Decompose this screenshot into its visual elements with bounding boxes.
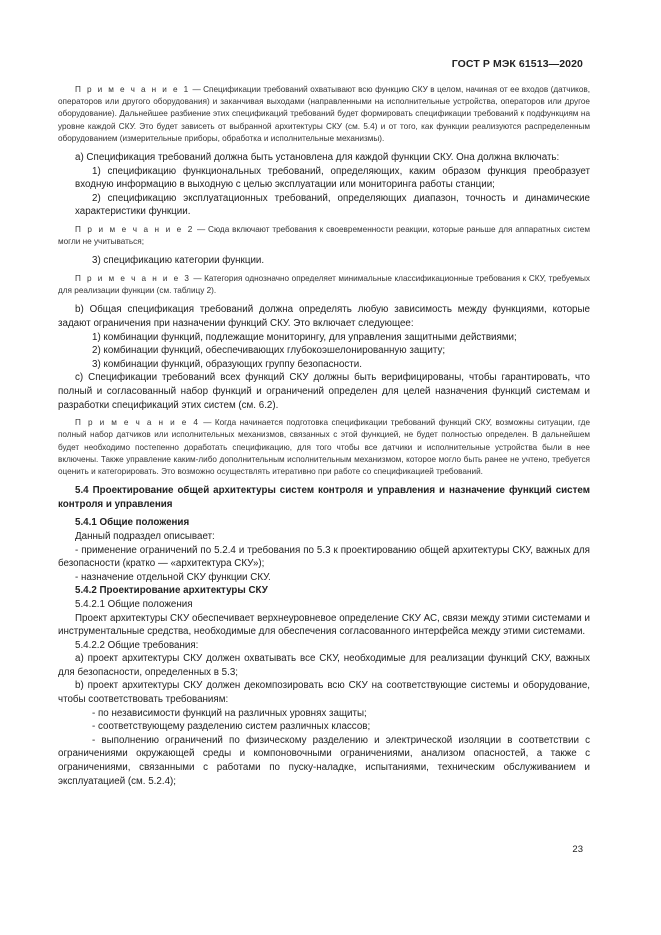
paragraph-541-dash-1: - применение ограничений по 5.2.4 и требования по 5.3 к проектированию общей архитектуры СКУ, важных для безопасности (кратко — «архитектура СКУ»); — [58, 544, 590, 570]
paragraph-541-intro: Данный подраздел описывает: — [75, 530, 215, 542]
paragraph-5422-b-dash-3: - выполнению ограничений по физическому разделению и электрической изоляции в соответствии с ограничениями окружающей среды и компоновочными ограничениями, анализом опасностей, а также с ограничениями, связанными с работами по пуску-наладке, испытаниями, техническим обслуживанием и эксплуатацией (см. 5.2.4); — [58, 734, 590, 787]
note-1 — [58, 84, 590, 145]
paragraph-b3: 3) комбинации функций, образующих группу безопасности. — [92, 358, 362, 370]
paragraph-5421-title: 5.4.2.1 Общие положения — [75, 598, 193, 610]
note-2 — [58, 224, 590, 248]
paragraph-c: с) Спецификации требований всех функций СКУ должны быть верифицированы, чтобы гарантировать, что полный и согласованный набор функций и ограничений определен для целей назначения функций системам и разработки спецификаций этих систем (см. 6.2). — [58, 372, 590, 411]
section-heading-5-4: 5.4 Проектирование общей архитектуры систем контроля и управления и назначение функций систем контроля и управления — [58, 485, 590, 510]
page-number: 23 — [572, 844, 583, 855]
paragraph-b2: 2) комбинации функций, обеспечивающих глубокоэшелонированную защиту; — [92, 345, 446, 357]
paragraph-541-dash-2: - назначение отдельной СКУ функции СКУ. — [75, 571, 271, 583]
paragraph-a2: 2) спецификацию эксплуатационных требований, определяющих диапазон, точность и динамические характеристики функции. — [75, 192, 590, 218]
note-text: — Сюда включают требования к своевременности реакции, которые раньше для аппаратных систем могли не учитываться; — [58, 224, 590, 247]
section-heading-5-4-2: 5.4.2 Проектирование архитектуры СКУ — [75, 585, 268, 597]
paragraph-b1: 1) комбинации функций, подлежащие мониторингу, для управления защитными действиями; — [92, 331, 517, 343]
page-body — [58, 82, 590, 788]
paragraph-5422-a: а) проект архитектуры СКУ должен охватывать все СКУ, необходимые для реализации функций СКУ, важных для безопасности, определенных в 5.3; — [58, 653, 590, 678]
paragraph-5422-title: 5.4.2.2 Общие требования: — [75, 639, 199, 651]
document-id: ГОСТ Р МЭК 61513—2020 — [451, 58, 583, 70]
paragraph-5422-b-dash-1: - по независимости функций на различных уровнях защиты; — [92, 707, 367, 719]
paragraph-5421-text: Проект архитектуры СКУ обеспечивает верхнеуровневое определение СКУ АС, связи между этими системами и инструментальные средства, необходимые для обеспечения согласованного интерфейса между этими системами. — [58, 612, 590, 638]
paragraph-b: b) Общая спецификация требований должна определять любую зависимость между функциями, которые задают ограничения при назначении функций СКУ. Это включает следующее: — [58, 304, 590, 329]
paragraph-a: а) Спецификация требований должна быть установлена для каждой функции СКУ. Она должна включать: — [75, 152, 560, 164]
note-text: — Спецификации требований охватывают всю функцию СКУ в целом, начиная от ее входов (датчиков, операторов или другого оборудования) и заканчивая выходами (направленными на исполнительные устройства, операторов или другое оборудование). Дальнейшее разбиение этих спецификаций требований будет формировать спецификации требований к подфункциям на уровне каждой СКУ. Это будет зависеть от выбранной архитектуры СКУ (см. 5.4) и от того, как функции реализуются распределенным оборудованием (измерительные приборы, обработка и исполнительные механизмы). — [58, 85, 591, 143]
paragraph-a1: 1) спецификацию функциональных требований, определяющих, каким образом функция преобразует входную информацию в выходную с целью эксплуатации или мониторинга работы станции; — [75, 165, 590, 191]
note-label: П р и м е ч а н и е 2 — [75, 224, 195, 234]
paragraph-5422-b-dash-2: - соответствующему разделению систем различных классов; — [92, 721, 371, 733]
paragraph-5422-b: b) проект архитектуры СКУ должен декомпозировать всю СКУ на соответствующие системы и оборудование, чтобы соответствовать требованиям: — [58, 680, 590, 706]
note-3 — [58, 273, 590, 297]
note-text: — Когда начинается подготовка спецификации требований функций СКУ, возможны ситуации, где полный набор датчиков или исполнительных механизмов, связанных с этой функцией, не будет полностью определен. В дальнейшем будет необходимо постепенно доработать спецификацию, для того чтобы все датчики и исполнительные устройства были в нее включены. Также управление каким-либо дополнительным исполнительным механизмом, которое могло быть ранее не учтено, требуется оценить и категорировать. Это возможно осуществлять итеративно при работе со спецификацией требований. — [58, 418, 590, 476]
section-heading-5-4-1: 5.4.1 Общие положения — [75, 517, 190, 529]
note-label: П р и м е ч а н и е 4 — [75, 418, 200, 428]
note-text: — Категория однозначно определяет минимальные классификационные требования к СКУ, требуемых для реализации функции (см. таблицу 2). — [58, 273, 591, 296]
note-4 — [58, 417, 590, 478]
note-label: П р и м е ч а н и е 1 — [75, 85, 190, 94]
note-label: П р и м е ч а н и е 3 — [75, 273, 191, 283]
paragraph-a3: 3) спецификацию категории функции. — [92, 255, 265, 267]
